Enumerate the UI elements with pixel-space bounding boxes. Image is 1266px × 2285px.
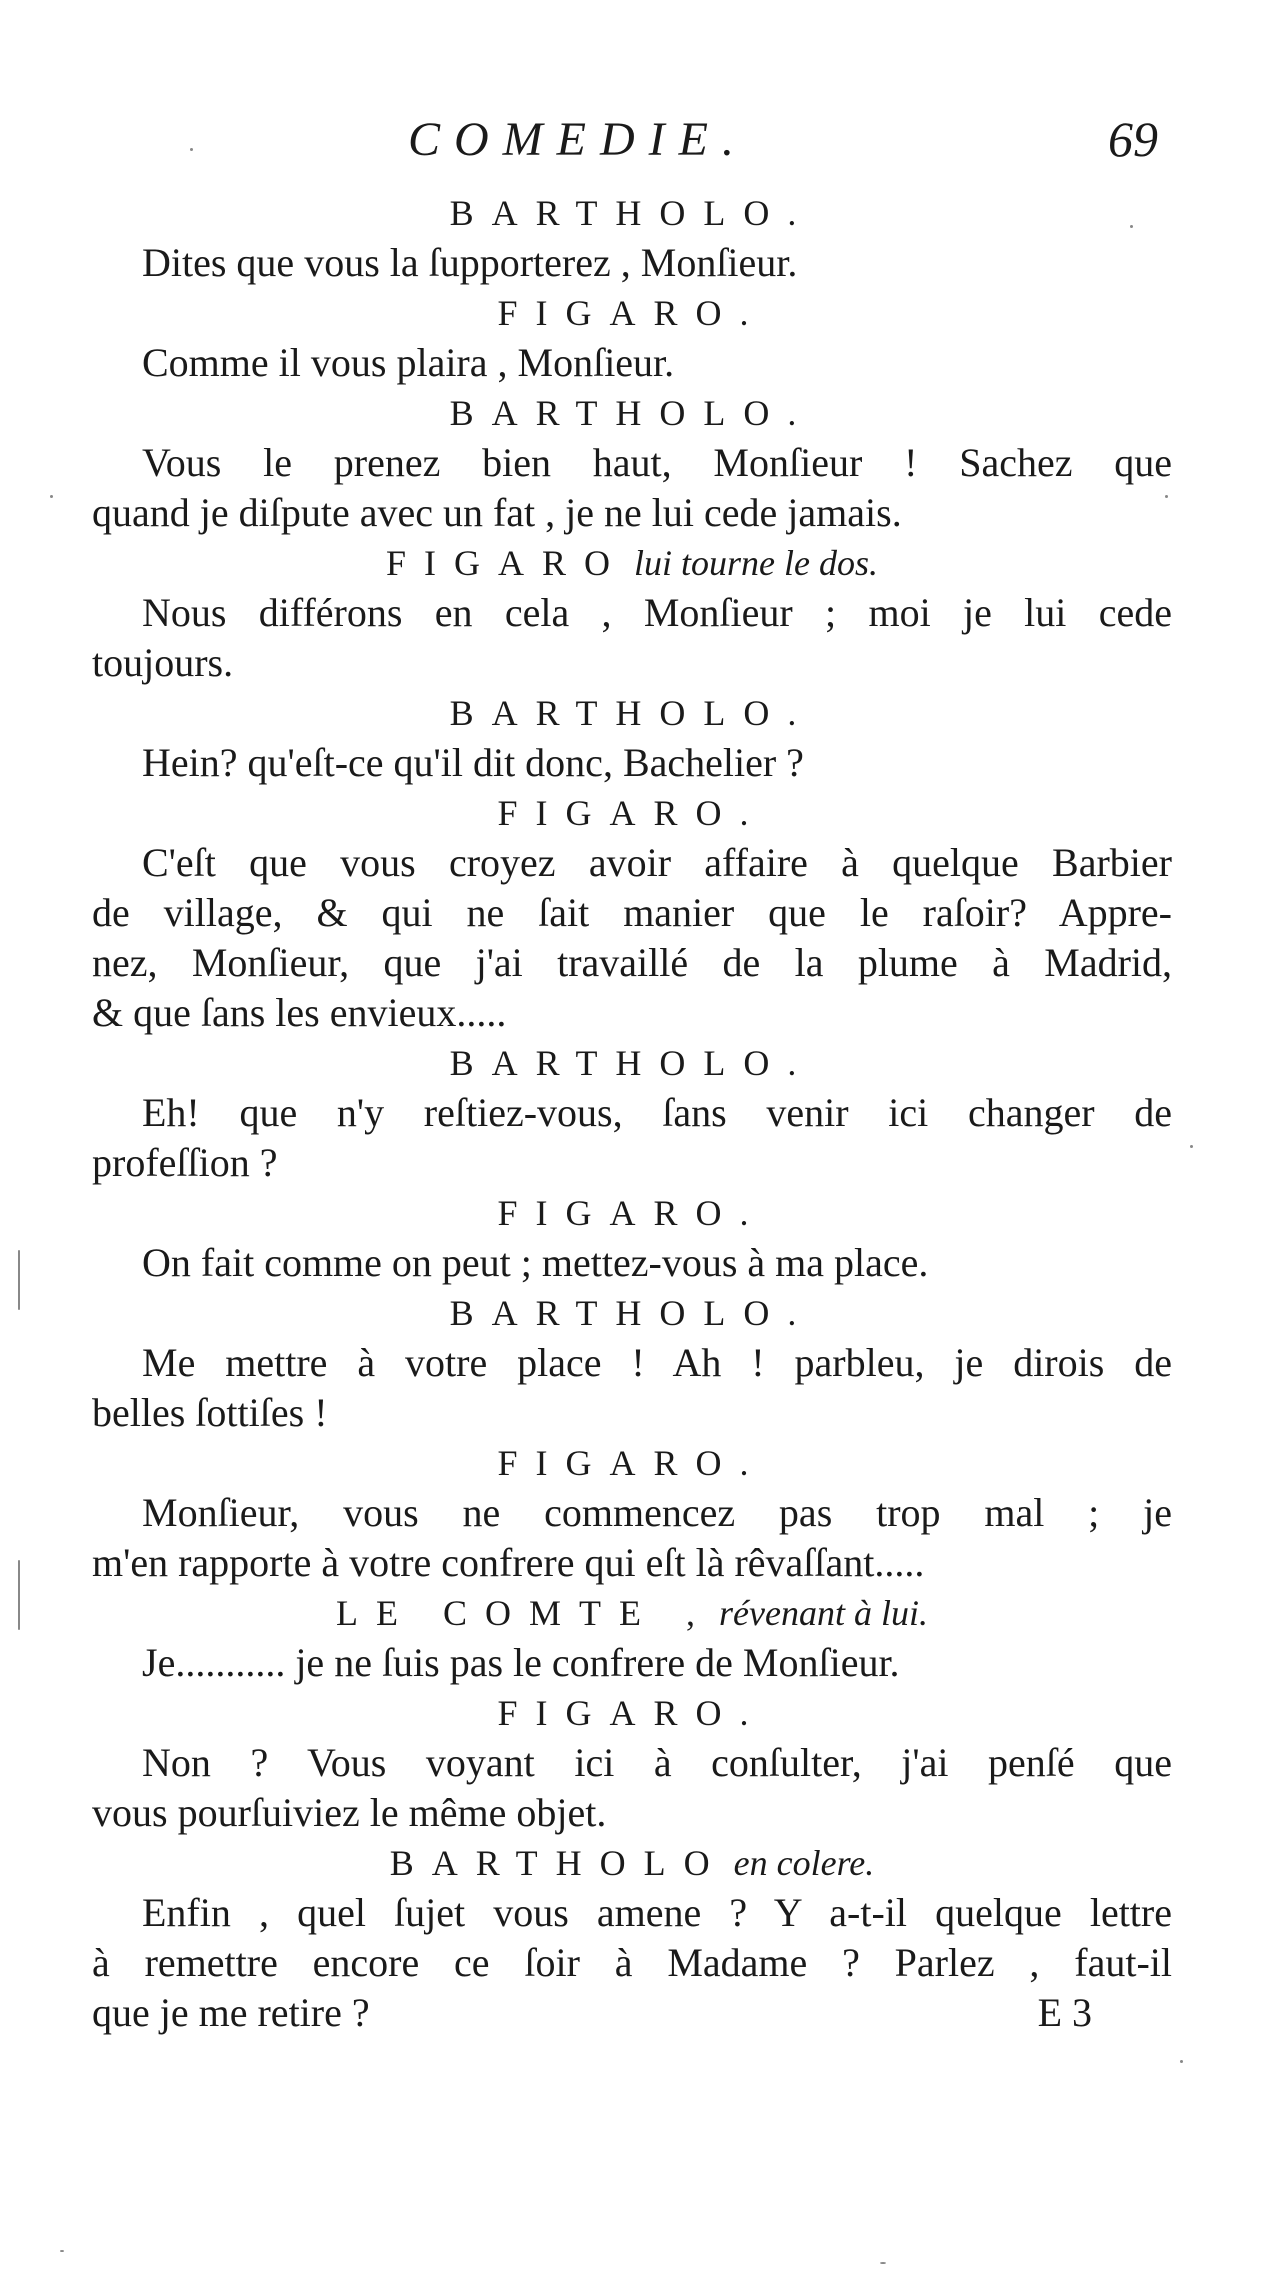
speaker-name: BARTHOLO. — [449, 693, 815, 733]
dialogue-line: Monſieur, vous ne commencez pas trop mal ; je — [142, 1490, 1172, 1535]
speaker-heading — [92, 1588, 1172, 1638]
dialogue-line: Nous différons en cela , Monſieur ; moi je lui cede — [142, 590, 1172, 635]
print-speck — [880, 2262, 886, 2264]
print-speck — [18, 1250, 20, 1310]
speaker-heading — [92, 1838, 1172, 1888]
dialogue-line: quand je diſpute avec un fat , je ne lui cede jamais. — [92, 490, 902, 535]
running-title: COMEDIE. — [408, 113, 748, 166]
speaker-heading — [92, 688, 1172, 738]
speaker-name: FIGARO. — [497, 1693, 767, 1733]
dialogue-line: à remettre encore ce ſoir à Madame ? Parlez , faut-il — [92, 1940, 1172, 1985]
dialogue-line: m'en rapporte à votre confrere qui eſt là rêvaſſant..... — [92, 1540, 925, 1585]
dialogue-text — [92, 188, 1172, 2038]
dialogue-line: Vous le prenez bien haut, Monſieur ! Sachez que — [142, 440, 1172, 485]
speaker-heading — [92, 788, 1172, 838]
dialogue-line: Eh! que n'y reſtiez-vous, ſans venir ici changer de — [142, 1090, 1172, 1135]
stage-direction: révenant à lui. — [719, 1593, 928, 1633]
speaker-name: FIGARO. — [497, 1193, 767, 1233]
last-line-row — [92, 1988, 1172, 2038]
stage-direction: lui tourne le dos. — [634, 543, 878, 583]
print-speck — [50, 495, 53, 498]
dialogue-line: profeſſion ? — [92, 1140, 278, 1185]
dialogue-line: toujours. — [92, 640, 234, 685]
speaker-heading — [92, 1288, 1172, 1338]
speaker-heading — [92, 388, 1172, 438]
print-speck — [1190, 1145, 1193, 1148]
speaker-heading — [92, 288, 1172, 338]
dialogue-line: Non ? Vous voyant ici à conſulter, j'ai penſé que — [142, 1740, 1172, 1785]
dialogue-line: On fait comme on peut ; mettez-vous à ma place. — [142, 1240, 929, 1285]
speaker-name: FIGARO — [386, 543, 629, 583]
dialogue-line: & que ſans les envieux..... — [92, 990, 507, 1035]
speaker-name: BARTHOLO. — [449, 1293, 815, 1333]
speaker-heading — [92, 1438, 1172, 1488]
print-speck — [60, 2250, 64, 2252]
speaker-name: BARTHOLO. — [449, 193, 815, 233]
stage-direction: en colere. — [733, 1843, 875, 1883]
page-number: 69 — [1108, 111, 1158, 167]
dialogue-line: C'eſt que vous croyez avoir affaire à quelque Barbier — [142, 840, 1172, 885]
speaker-name: BARTHOLO. — [449, 1043, 815, 1083]
speaker-name: BARTHOLO. — [449, 393, 815, 433]
speaker-heading — [92, 1038, 1172, 1088]
dialogue-line: vous pourſuiviez le même objet. — [92, 1790, 607, 1835]
dialogue-line: que je me retire ? — [92, 1990, 370, 2035]
dialogue-line: Je........... je ne ſuis pas le confrere de Monſieur. — [142, 1640, 900, 1685]
dialogue-line: Me mettre à votre place ! Ah ! parbleu, je dirois de — [142, 1340, 1172, 1385]
dialogue-line: Dites que vous la ſupporterez , Monſieur. — [142, 240, 798, 285]
dialogue-line: de village, & qui ne ſait manier que le raſoir? Appre- — [92, 890, 1172, 935]
print-speck — [1180, 2060, 1183, 2063]
dialogue-line: nez, Monſieur, que j'ai travaillé de la plume à Madrid, — [92, 940, 1172, 985]
speaker-name: BARTHOLO — [389, 1843, 728, 1883]
speaker-name: LE COMTE , — [336, 1593, 714, 1633]
dialogue-line: Comme il vous plaira , Monſieur. — [142, 340, 675, 385]
dialogue-line: belles ſottiſes ! — [92, 1390, 328, 1435]
print-speck — [1165, 495, 1168, 498]
speaker-heading — [92, 538, 1172, 588]
speaker-name: FIGARO. — [497, 793, 767, 833]
catchword: E 3 — [1037, 1990, 1092, 2035]
speaker-heading — [92, 1688, 1172, 1738]
speaker-name: FIGARO. — [497, 293, 767, 333]
print-speck — [18, 1560, 20, 1630]
speaker-heading — [92, 188, 1172, 238]
dialogue-line: Enfin , quel ſujet vous amene ? Y a-t-il quelque lettre — [142, 1890, 1172, 1935]
print-speck — [1130, 225, 1133, 228]
dialogue-line: Hein? qu'eſt-ce qu'il dit donc, Bachelier ? — [142, 740, 804, 785]
speaker-name: FIGARO. — [497, 1443, 767, 1483]
print-speck — [190, 148, 193, 151]
speaker-heading — [92, 1188, 1172, 1238]
